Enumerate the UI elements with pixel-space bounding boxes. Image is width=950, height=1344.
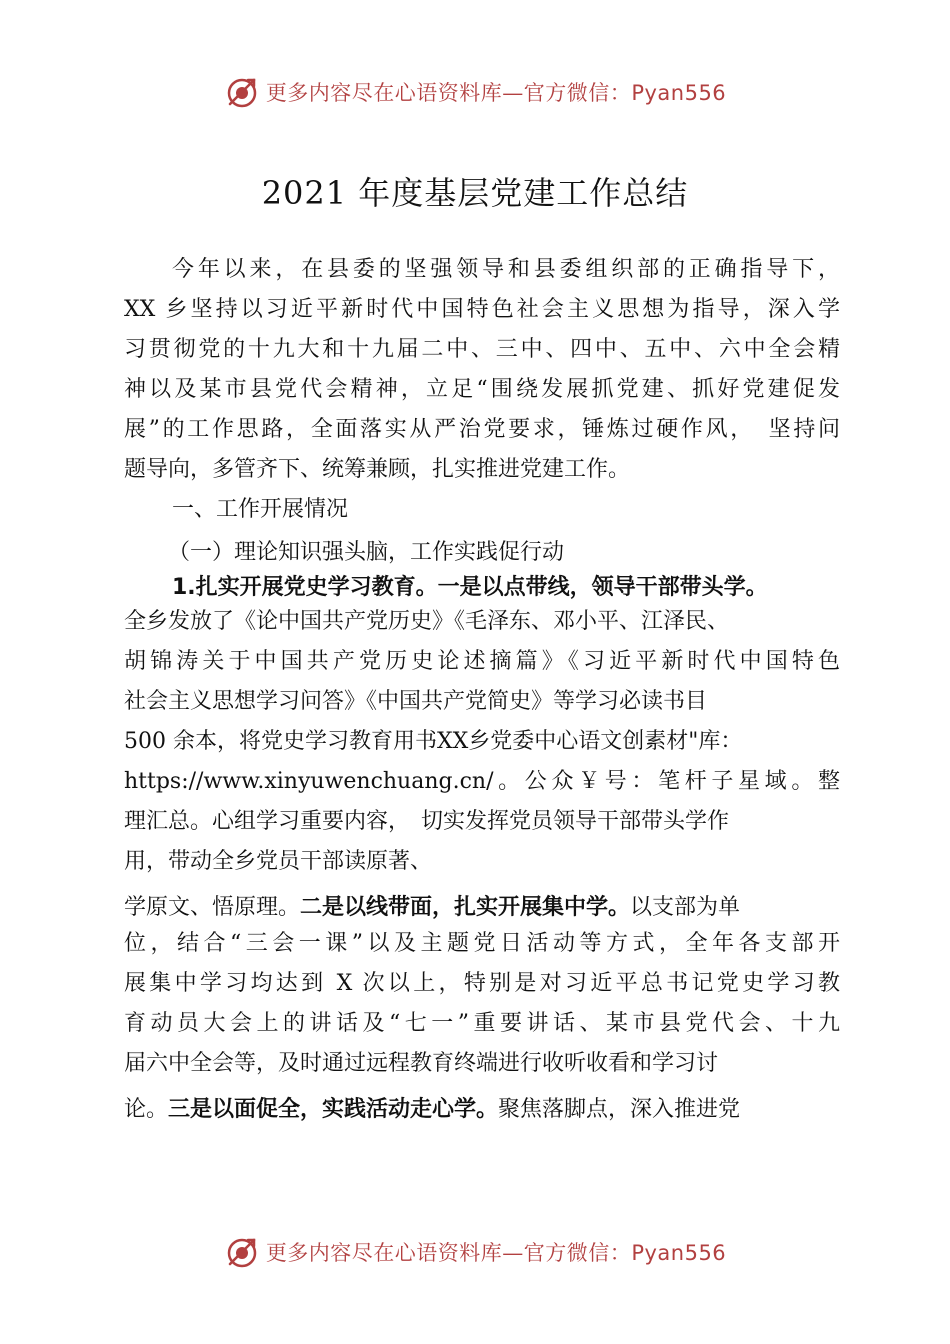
emphasis-text: 二是以线带面，扎实开展集中学。 [300,895,631,920]
paragraph-text: 以支部为单 [630,895,741,920]
header-watermark [0,70,950,114]
paragraph-line: 展集中学习均达到 X 次以上，特别是对习近平总书记党史学习教 [124,971,840,996]
item-heading: 1.扎实开展党史学习教育。一是以点带线，领导干部带头学。 [172,575,768,600]
paragraph-text: 聚焦落脚点，深入推进党 [498,1097,741,1122]
document-title: 2021 年度基层党建工作总结 [261,174,689,212]
paragraph-text: 学原文、悟原理。 [124,895,301,920]
paragraph-text: 论。 [124,1097,169,1122]
intro-line: 神以及某市县党代会精神，立足“围绕发展抓党建、抓好党建促发 [124,377,840,402]
wechat-id: Pyan556 [631,81,727,105]
subsection-heading: （一）理论知识强头脑，工作实践促行动 [168,540,565,565]
paragraph-line: https://www.xinyuwenchuang.cn/。公众￥号：笔杆子星域。整 [124,769,840,794]
paragraph-line: 用，带动全乡党员干部读原著、 [124,849,433,874]
intro-line: 今年以来，在县委的坚强领导和县委组织部的正确指导下， [172,257,840,282]
section-heading: 一、工作开展情况 [172,497,349,522]
intro-line: XX 乡坚持以习近平新时代中国特色社会主义思想为指导，深入学 [124,297,840,322]
paragraph-line: 位，结合“三会一课”以及主题党日活动等方式，全年各支部开 [124,931,840,956]
paragraph-line: 社会主义思想学习问答》《中国共产党简史》等学习必读书目 [124,689,708,714]
emphasis-text: 三是以面促全，实践活动走心学。 [168,1097,499,1122]
paragraph-line [124,1090,740,1130]
paragraph-line [124,888,740,928]
paragraph-line: 全乡发放了《论中国共产党历史》《毛泽东、邓小平、江泽民、 [124,609,730,634]
footer-watermark [0,1230,950,1274]
watermark-text: 更多内容尽在心语资料库—官方微信：Pyan556 [265,1241,727,1265]
brand-logo-icon [224,74,260,110]
paragraph-line: 理汇总。心组学习重要内容， 切实发挥党员领导干部带头学作 [124,809,730,834]
wechat-id: Pyan556 [631,1241,727,1265]
paragraph-line: 胡锦涛关于中国共产党历史论述摘篇》《习近平新时代中国特色 [124,649,840,674]
intro-line: 展”的工作思路，全面落实从严治党要求，锤炼过硬作风， 坚持问 [124,417,840,442]
paragraph-line: 育动员大会上的讲话及“七一”重要讲话、某市县党代会、十九 [124,1011,840,1036]
intro-line: 习贯彻党的十九大和十九届二中、三中、四中、五中、六中全会精 [124,337,840,362]
paragraph-line: 500 余本，将党史学习教育用书XX乡党委中心语文创素材"库： [124,729,743,754]
paragraph-line: 届六中全会等，及时通过远程教育终端进行收听收看和学习讨 [124,1051,719,1076]
brand-logo-icon [224,1234,260,1270]
intro-line: 题导向，多管齐下、统筹兼顾，扎实推进党建工作。 [124,457,631,482]
watermark-text: 更多内容尽在心语资料库—官方微信：Pyan556 [265,81,727,105]
